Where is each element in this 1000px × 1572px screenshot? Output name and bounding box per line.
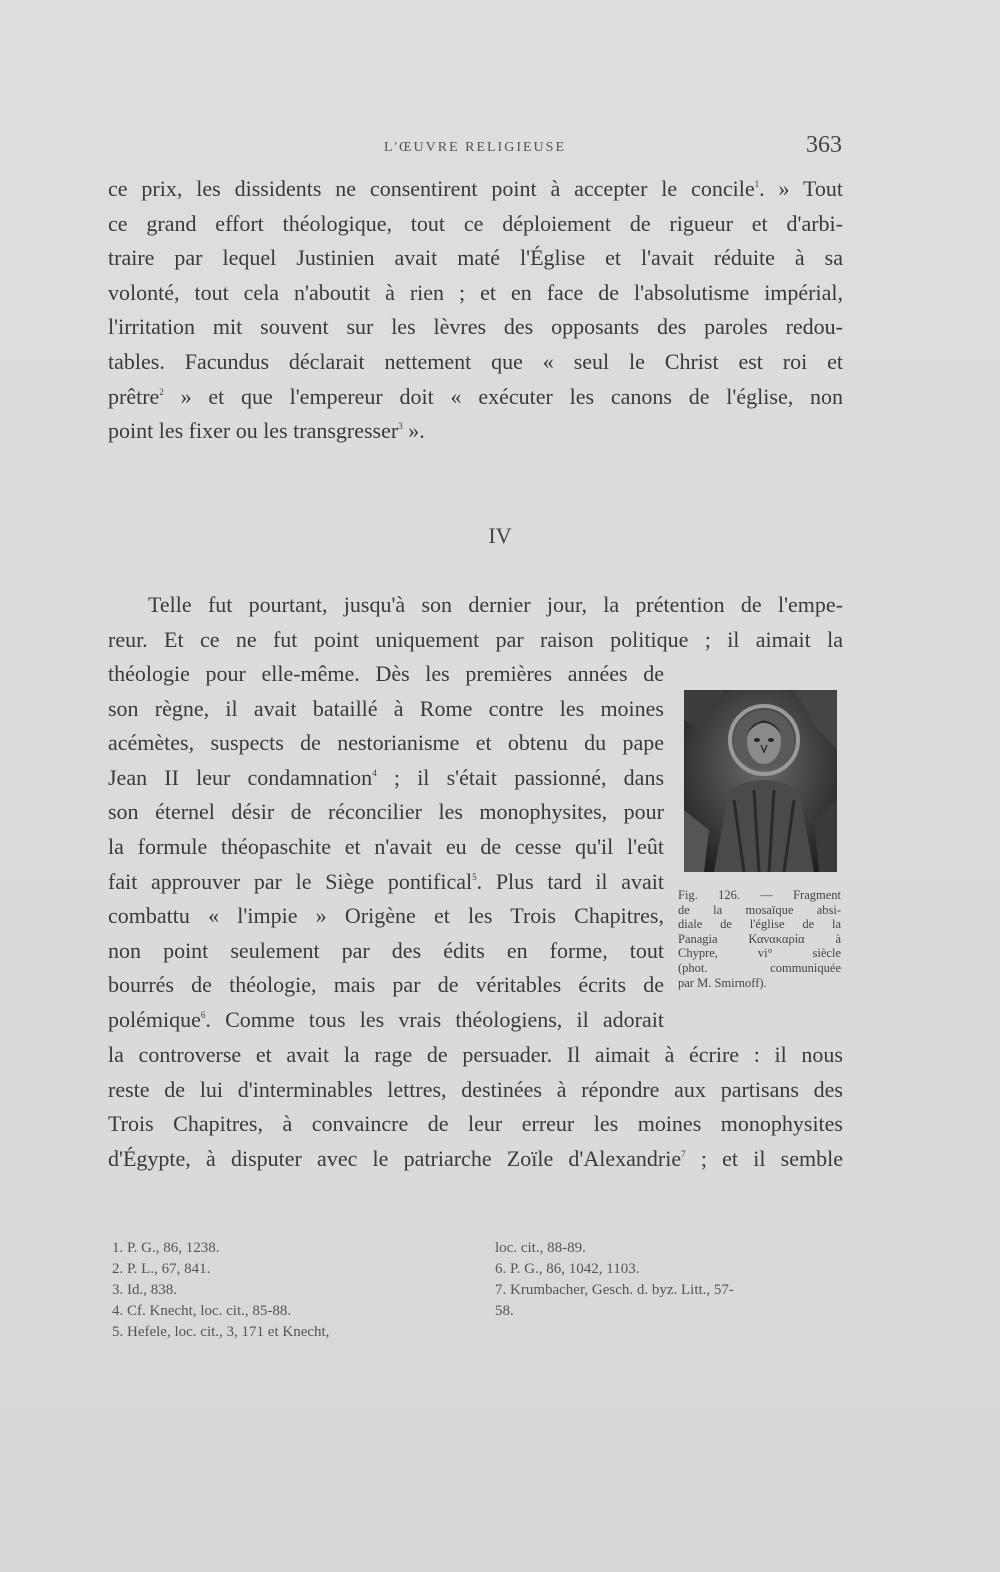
mosaic-figure-image xyxy=(684,690,837,872)
text-line xyxy=(108,899,664,934)
footnote: 58. xyxy=(495,1303,514,1319)
text-segment: traire par lequel Justinien avait maté l'Église et l'avait réduite à sa xyxy=(108,245,843,271)
caption-line: de la mosaïque absi- xyxy=(678,902,841,917)
text-line xyxy=(108,310,843,345)
running-title: L'ŒUVRE RELIGIEUSE xyxy=(383,140,566,155)
text-segment: la formule théopaschite et n'avait eu de cesse qu'il l'eût xyxy=(108,833,664,859)
footnotes-left xyxy=(112,1238,442,1343)
text-line xyxy=(108,276,843,311)
footnote: 1. P. G., 86, 1238. xyxy=(112,1240,220,1256)
text-line xyxy=(108,414,843,449)
footnote: 6. P. G., 86, 1042, 1103. xyxy=(495,1261,640,1277)
text-segment: fait approuver par le Siège pontifical xyxy=(108,868,473,894)
text-segment: son règne, il avait bataillé à Rome contre les moines xyxy=(108,695,664,721)
footnote-ref: 2 xyxy=(159,386,164,397)
text-segment: reste de lui d'interminables lettres, destinées à répondre aux partisans des xyxy=(108,1076,843,1102)
text-segment: acémètes, suspects de nestorianisme et obtenu du pape xyxy=(108,730,664,756)
text-segment: non point seulement par des édits en forme, tout xyxy=(108,937,664,963)
text-segment: l'irritation mit souvent sur les lèvres des opposants des paroles redou- xyxy=(108,314,843,340)
footnote: 5. Hefele, loc. cit., 3, 171 et Knecht, xyxy=(112,1324,330,1340)
text-segment: point les fixer ou les transgresser xyxy=(108,418,399,444)
footnote-ref: 5 xyxy=(472,871,477,882)
caption-line: Chypre, vi° siècle xyxy=(678,946,841,961)
text-line xyxy=(108,692,664,727)
text-segment: » et que l'empereur doit « exécuter les canons de l'église, non xyxy=(163,383,843,409)
text-line xyxy=(108,207,843,242)
caption-line: (phot. communiquée xyxy=(678,960,841,975)
mosaic-illustration xyxy=(684,690,837,872)
paragraph-2-top xyxy=(108,588,843,657)
text-line xyxy=(108,1003,664,1038)
text-segment: . Comme tous les vrais théologiens, il adorait xyxy=(205,1006,664,1032)
caption-line: par M. Smirnoff). xyxy=(678,975,767,990)
footnote: 7. Krumbacher, Gesch. d. byz. Litt., 57- xyxy=(495,1282,734,1298)
footnote-ref: 7 xyxy=(681,1148,686,1159)
caption-line: Panagia Κανακαρία à xyxy=(678,931,841,946)
text-segment: Trois Chapitres, à convaincre de leur erreur les moines monophysites xyxy=(108,1111,843,1137)
text-line xyxy=(108,1107,843,1142)
text-line xyxy=(108,588,843,623)
text-line xyxy=(108,830,664,865)
text-segment: ce prix, les dissidents ne consentirent point à accepter le concile xyxy=(108,176,755,201)
footnotes-right xyxy=(495,1238,845,1322)
figure-caption xyxy=(678,888,841,990)
text-line xyxy=(108,241,843,276)
text-line xyxy=(108,172,843,207)
text-segment: . Plus tard il avait xyxy=(476,868,664,894)
text-line xyxy=(108,761,664,796)
footnote: 2. P. L., 67, 841. xyxy=(112,1261,211,1277)
text-segment: Telle fut pourtant, jusqu'à son dernier jour, la prétention de l'empe- xyxy=(148,592,843,617)
text-segment: . » Tout xyxy=(759,176,843,201)
text-segment: ce grand effort théologique, tout ce déploiement de rigueur et d'arbi- xyxy=(108,210,843,236)
text-segment: reur. Et ce ne fut point uniquement par raison politique ; il aimait la xyxy=(108,626,843,652)
paragraph-2-bottom xyxy=(108,1038,843,1176)
footnote-ref: 1 xyxy=(754,179,760,189)
footnote: 3. Id., 838. xyxy=(112,1282,177,1298)
text-line xyxy=(108,1142,843,1177)
caption-line: diale de l'église de la xyxy=(678,917,841,932)
text-segment: d'Égypte, à disputer avec le patriarche Zoïle d'Alexandrie xyxy=(108,1145,682,1171)
text-segment: tables. Facundus déclarait nettement que « seul le Christ est roi et xyxy=(108,348,843,374)
text-segment: ; il s'était passionné, dans xyxy=(376,764,664,790)
text-segment: prêtre xyxy=(108,383,160,409)
section-heading: IV xyxy=(488,523,512,548)
text-line xyxy=(108,1073,843,1108)
text-line xyxy=(108,380,843,415)
text-line xyxy=(108,968,664,1003)
running-head xyxy=(108,132,842,162)
footnote-ref: 4 xyxy=(372,767,377,778)
text-segment: ; et il semble xyxy=(685,1145,843,1171)
text-segment: son éternel désir de réconcilier les monophysites, pour xyxy=(108,799,664,825)
text-segment: la controverse et avait la rage de persuader. Il aimait à écrire : il nous xyxy=(108,1042,843,1067)
footnote-ref: 6 xyxy=(200,1009,206,1020)
footnote-ref: 3 xyxy=(398,421,403,432)
text-segment: théologie pour elle-même. Dès les premières années de xyxy=(108,661,664,686)
text-segment: bourrés de théologie, mais par de véritables écrits de xyxy=(108,972,664,998)
text-line xyxy=(108,345,843,380)
text-line xyxy=(108,623,843,658)
text-line xyxy=(108,1038,843,1073)
text-segment: combattu « l'impie » Origène et les Trois Chapitres, xyxy=(108,903,664,929)
text-line xyxy=(108,865,664,900)
caption-line: Fig. 126. — Fragment xyxy=(678,888,841,902)
text-line xyxy=(108,726,664,761)
text-line xyxy=(108,795,664,830)
page-number: 363 xyxy=(806,132,842,158)
paragraph-1 xyxy=(108,172,843,449)
text-segment: Jean II leur condamnation xyxy=(108,764,373,790)
text-segment: ». xyxy=(402,418,425,444)
footnote: loc. cit., 88-89. xyxy=(495,1240,586,1256)
text-segment: polémique xyxy=(108,1006,201,1032)
text-segment: volonté, tout cela n'aboutit à rien ; et en face de l'absolutisme impérial, xyxy=(108,279,843,305)
text-line xyxy=(108,934,664,969)
footnote: 4. Cf. Knecht, loc. cit., 85-88. xyxy=(112,1303,292,1319)
text-line xyxy=(108,657,664,692)
